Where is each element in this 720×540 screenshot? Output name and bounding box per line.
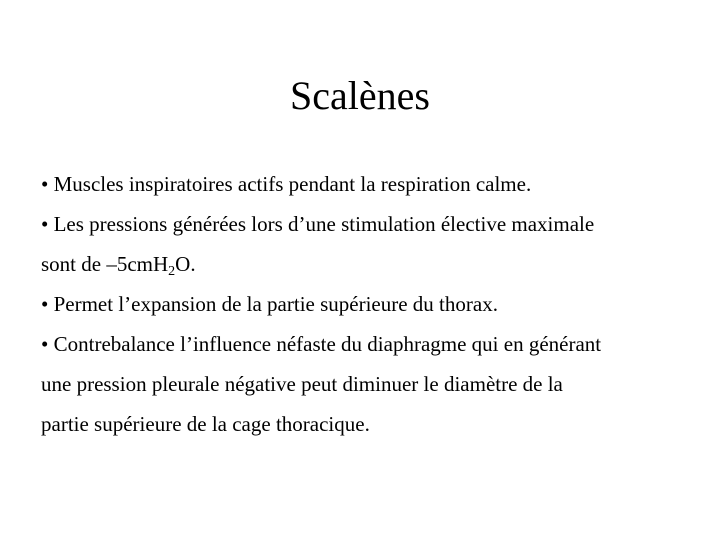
formula-tail: O. [175, 252, 196, 276]
bullet-2-continuation [41, 244, 701, 284]
bullet-4-continuation-1 [41, 364, 701, 404]
bullet-4-continuation-2 [41, 404, 701, 444]
bullet-1 [41, 164, 701, 204]
bullet-4 [41, 324, 701, 364]
bullet-1-text: Muscles inspiratoires actifs pendant la respiration calme. [53, 172, 532, 196]
bullet-marker: • [41, 212, 49, 236]
bullet-marker: • [41, 292, 49, 316]
bullet-3-text: Permet l’expansion de la partie supérieure du thorax. [53, 292, 498, 316]
bullet-4-text-line-1: Contrebalance l’influence néfaste du diaphragme qui en générant [53, 332, 602, 356]
bullet-3 [41, 284, 701, 324]
bullet-2-text-line-2: sont de –5cmH [41, 252, 169, 276]
bullet-4-text-line-3: partie supérieure de la cage thoracique. [41, 412, 370, 436]
formula-subscript: 2 [168, 264, 176, 279]
slide-title: Scalènes [290, 73, 430, 118]
bullet-4-text-line-2: une pression pleurale négative peut diminuer le diamètre de la [41, 372, 563, 396]
bullet-2-text-line-1: Les pressions générées lors d’une stimulation élective maximale [53, 212, 595, 236]
bullet-marker: • [41, 172, 49, 196]
bullet-marker: • [41, 332, 49, 356]
bullet-list [41, 164, 701, 444]
bullet-2 [41, 204, 701, 244]
